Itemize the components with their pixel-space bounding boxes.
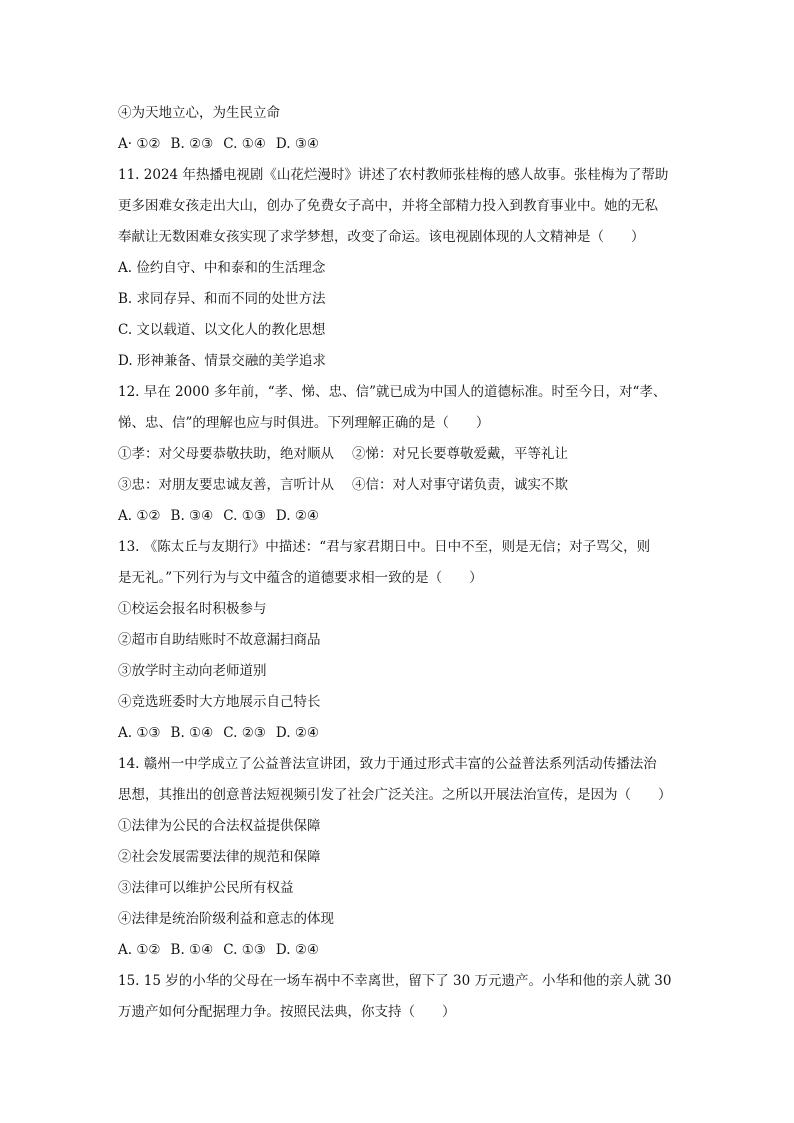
q13-option-d: D. ②④	[275, 725, 320, 741]
q12-items-row-1	[118, 439, 684, 470]
q11-stem-line-3: 奉献让无数困难女孩实现了求学梦想，改变了命运。该电视剧体现的人文精神是（ ）	[118, 229, 645, 245]
q12-option-d: D. ②④	[275, 508, 320, 524]
q11-choice-d: D. 形神兼备、情景交融的美学追求	[118, 353, 326, 369]
q11-choice-a: A. 俭约自守、中和泰和的生活理念	[118, 260, 326, 276]
q14-option-b: B. ①④	[170, 942, 214, 958]
q10-item-4: ④为天地立心，为生民立命	[118, 105, 280, 121]
q12-stem-line-2: 悌、忠、信”的理解也应与时俱进。下列理解正确的是（ ）	[118, 415, 490, 431]
q10-option-a: A· ①②	[118, 136, 161, 152]
q13-option-b: B. ①④	[170, 725, 214, 741]
q12-option-c: C. ①③	[223, 508, 266, 524]
q10-option-d: D. ③④	[275, 136, 320, 152]
q14-item-3: ③法律可以维护公民所有权益	[118, 880, 294, 896]
q13-item-3: ③放学时主动向老师道别	[118, 663, 267, 679]
q14-stem-line-1: 14. 赣州一中学成立了公益普法宣讲团，致力于通过形式丰富的公益普法系列活动传播法治	[118, 756, 657, 772]
q11-choice-b: B. 求同存异、和而不同的处世方法	[118, 291, 326, 307]
q14-stem-line-2: 思想，其推出的创意普法短视频引发了社会广泛关注。之所以开展法治宣传，是因为（ ）	[118, 787, 672, 803]
q13-item-4: ④竞选班委时大方地展示自己特长	[118, 694, 321, 710]
q12-item-1: ①孝：对父母要恭敬扶助，绝对顺从	[118, 446, 334, 462]
q13-options	[118, 718, 684, 749]
q11-stem-line-1: 11. 2024 年热播电视剧《山花烂漫时》讲述了农村教师张桂梅的感人故事。张桂梅为了帮助	[118, 167, 669, 183]
q13-item-2: ②超市自助结账时不故意漏扫商品	[118, 632, 321, 648]
q12-stem-line-1: 12. 早在 2000 多年前，“孝、悌、忠、信”就已成为中国人的道德标准。时至今日，对“孝、	[118, 384, 667, 400]
q14-option-d: D. ②④	[275, 942, 320, 958]
q12-option-b: B. ③④	[170, 508, 214, 524]
q14-item-4: ④法律是统治阶级利益和意志的体现	[118, 911, 334, 927]
q15-stem-line-2: 万遗产如何分配据理力争。按照民法典，你支持（ ）	[118, 1004, 456, 1020]
q12-items-row-2	[118, 470, 684, 501]
q10-option-b: B. ②③	[170, 136, 214, 152]
q14-item-1: ①法律为公民的合法权益提供保障	[118, 818, 321, 834]
page-content	[118, 98, 684, 1028]
q13-item-1: ①校运会报名时积极参与	[118, 601, 267, 617]
q13-option-c: C. ②③	[223, 725, 266, 741]
q14-option-a: A. ①②	[118, 942, 161, 958]
q12-item-3: ③忠：对朋友要忠诚友善，言听计从	[118, 477, 334, 493]
q11-choice-c: C. 文以载道、以文化人的教化思想	[118, 322, 326, 338]
q14-item-2: ②社会发展需要法律的规范和保障	[118, 849, 321, 865]
q13-option-a: A. ①③	[118, 725, 161, 741]
q13-stem-line-2: 是无礼。”下列行为与文中蕴含的道德要求相一致的是（ ）	[118, 570, 483, 586]
q10-option-c: C. ①④	[223, 136, 266, 152]
q14-options	[118, 935, 684, 966]
q15-stem-line-1: 15. 15 岁的小华的父母在一场车祸中不幸离世，留下了 30 万元遗产。小华和他的亲人就 30	[118, 973, 672, 989]
q12-option-a: A. ①②	[118, 508, 161, 524]
q11-stem-line-2: 更多困难女孩走出大山，创办了免费女子高中，并将全部精力投入到教育事业中。她的无私	[118, 198, 658, 214]
q14-option-c: C. ①③	[223, 942, 266, 958]
q13-stem-line-1: 13. 《陈太丘与友期行》中描述：“君与家君期日中。日中不至，则是无信；对子骂父，则	[118, 539, 651, 555]
q10-options	[118, 129, 684, 160]
q12-item-4: ④信：对人对事守诺负责，诚实不欺	[352, 477, 568, 493]
q12-item-2: ②悌：对兄长要尊敬爱戴，平等礼让	[352, 446, 568, 462]
q12-options	[118, 501, 684, 532]
